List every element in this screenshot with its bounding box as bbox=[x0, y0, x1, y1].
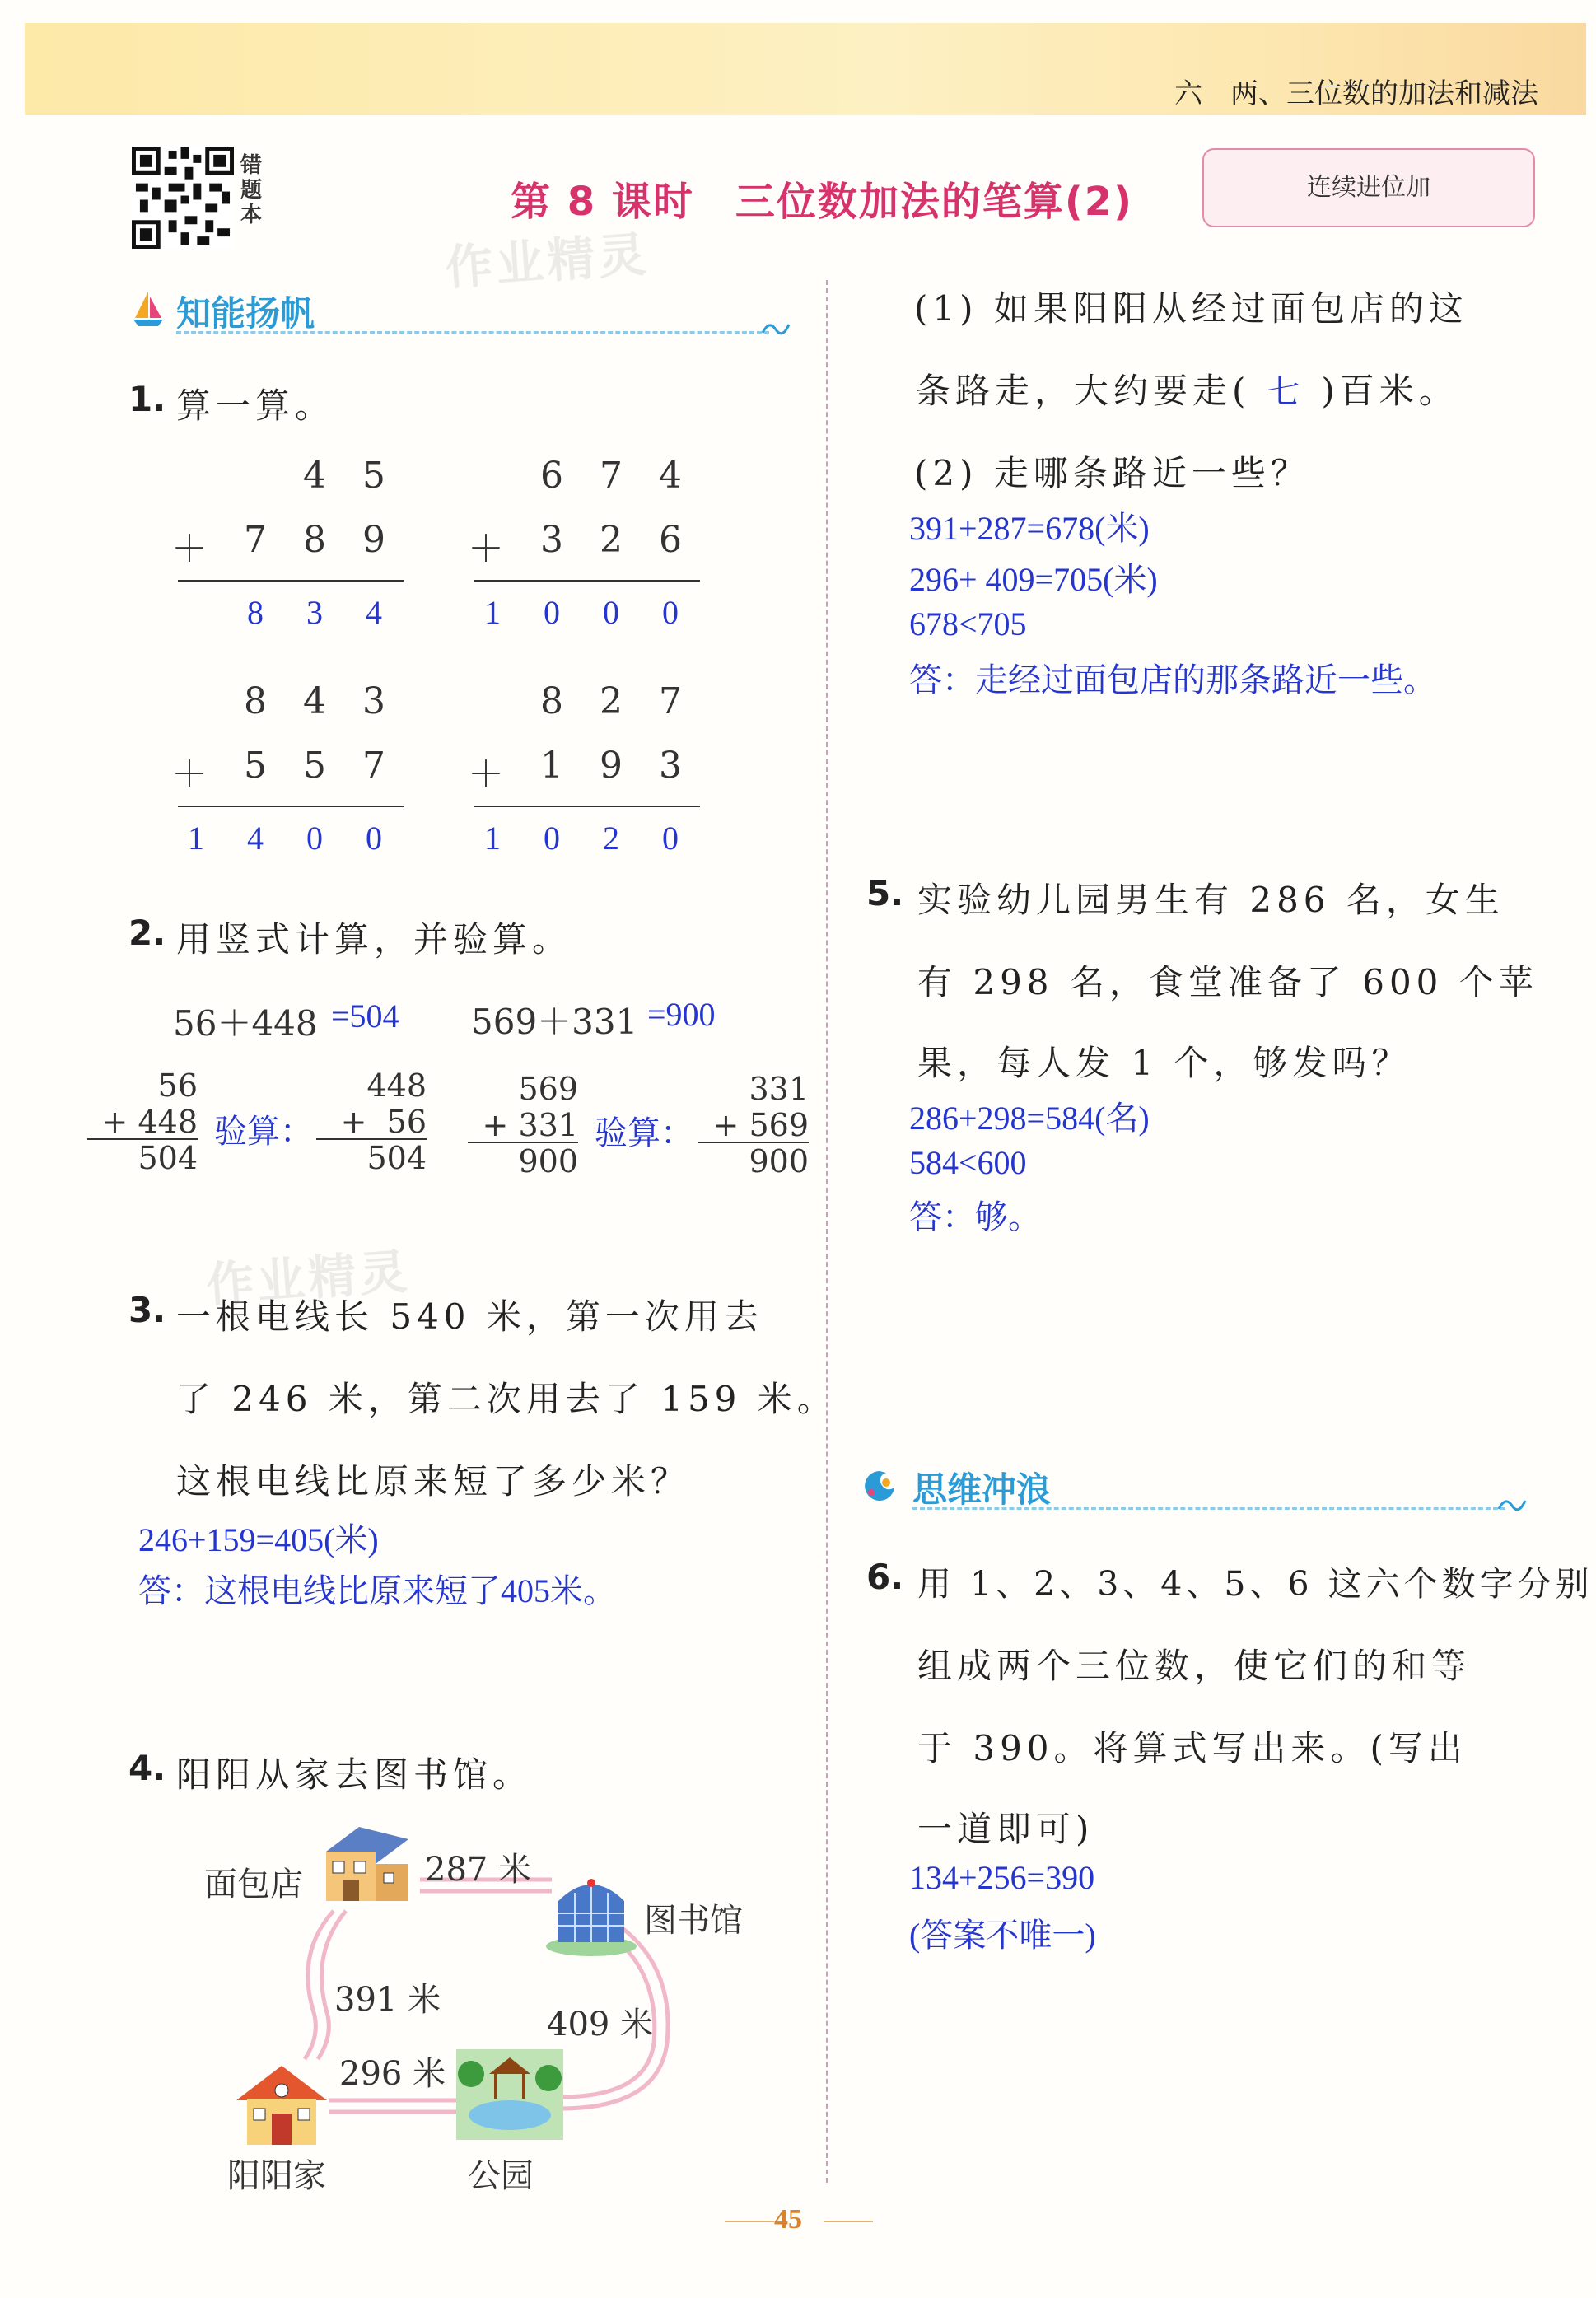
q6-line-1: 用 1、2、3、4、5、6 这六个数字分别 bbox=[917, 1564, 1594, 1604]
calc-addend: 331 bbox=[749, 1071, 809, 1107]
digit: 5 bbox=[244, 745, 267, 787]
column-divider bbox=[826, 280, 828, 2183]
home-building-icon bbox=[232, 2059, 331, 2150]
plus-sign: ＋ bbox=[468, 754, 504, 796]
q4-part1-line2 bbox=[916, 364, 1458, 413]
calc-result: 504 bbox=[138, 1140, 198, 1176]
plus-sign: ＋ bbox=[171, 754, 208, 796]
q5-answer-3: 答：够。 bbox=[909, 1198, 1041, 1235]
qr-code-icon[interactable] bbox=[132, 147, 234, 249]
page-number: 45 bbox=[774, 2204, 802, 2235]
answer-digit: 1 bbox=[188, 820, 204, 857]
digit: 9 bbox=[600, 745, 623, 787]
check-label: 验算： bbox=[595, 1114, 693, 1151]
answer-digit: 0 bbox=[603, 594, 619, 631]
page-rule-right bbox=[824, 2221, 873, 2222]
q4-answer-3: 678<705 bbox=[909, 605, 1027, 642]
answer-digit: 0 bbox=[544, 820, 560, 857]
q3-answer-1: 246+159=405(米) bbox=[138, 1521, 379, 1558]
digit: 3 bbox=[540, 519, 563, 561]
digit: 2 bbox=[600, 680, 623, 722]
home-label: 阳阳家 bbox=[227, 2157, 326, 2195]
distance-label: 391 米 bbox=[334, 1981, 441, 2019]
q2-text: 用竖式计算，并验算。 bbox=[176, 919, 572, 960]
answer-digit: 0 bbox=[544, 594, 560, 631]
wave-surf-icon bbox=[861, 1468, 898, 1506]
q3-line-3: 这根电线比原来短了多少米？ bbox=[176, 1461, 691, 1502]
plus-sign: ＋ bbox=[171, 528, 208, 570]
digit: 6 bbox=[659, 519, 682, 561]
digit: 7 bbox=[362, 745, 385, 787]
calc-addend: + 331 bbox=[482, 1107, 578, 1143]
wave-icon bbox=[1497, 1492, 1527, 1517]
answer-digit: 0 bbox=[662, 820, 679, 857]
digit: 1 bbox=[540, 745, 563, 787]
qr-label: 错题本 bbox=[240, 153, 263, 227]
digit: 7 bbox=[659, 680, 682, 722]
digit: 8 bbox=[303, 519, 326, 561]
calc-addend: 569 bbox=[518, 1071, 578, 1107]
q6-line-4: 一道即可) bbox=[917, 1809, 1094, 1849]
q4-part1-text: 条路走，大约要走( bbox=[916, 371, 1251, 411]
answer-digit: 0 bbox=[366, 820, 382, 857]
digit: 7 bbox=[244, 519, 267, 561]
calc-result: 504 bbox=[366, 1140, 427, 1176]
q2-number: 2. bbox=[128, 913, 166, 953]
q2-answer-1: =504 bbox=[331, 997, 399, 1035]
q3-line-1: 一根电线长 540 米，第一次用去 bbox=[176, 1296, 763, 1337]
digit: 4 bbox=[303, 455, 326, 497]
q3-answer-2: 答：这根电线比原来短了405米。 bbox=[138, 1572, 616, 1609]
digit: 3 bbox=[362, 680, 385, 722]
answer-digit: 4 bbox=[247, 820, 264, 857]
bakery-building-icon bbox=[318, 1819, 417, 1909]
vertical-calc bbox=[87, 1067, 198, 1176]
section-title-1: 知能扬帆 bbox=[176, 293, 315, 334]
calc-addend: 56 bbox=[157, 1067, 198, 1104]
answer-digit: 0 bbox=[662, 594, 679, 631]
wave-icon bbox=[761, 316, 791, 341]
q2-expression-1: 56＋448 bbox=[173, 1003, 318, 1044]
vertical-calc bbox=[698, 1071, 809, 1179]
park-label: 公园 bbox=[468, 2157, 534, 2195]
q5-line-1: 实验幼儿园男生有 286 名，女生 bbox=[917, 880, 1505, 920]
q2-expression-2: 569＋331 bbox=[471, 1002, 638, 1042]
digit: 4 bbox=[303, 680, 326, 722]
park-icon bbox=[456, 2041, 563, 2140]
calc-result: 900 bbox=[749, 1143, 809, 1179]
digit: 8 bbox=[244, 680, 267, 722]
bakery-label: 面包店 bbox=[204, 1866, 303, 1903]
digit: 6 bbox=[540, 455, 563, 497]
digit: 9 bbox=[362, 519, 385, 561]
q4-part2: (2) 走哪条路近一些？ bbox=[914, 453, 1310, 493]
vertical-calc bbox=[316, 1067, 427, 1176]
distance-label: 287 米 bbox=[425, 1851, 532, 1889]
calc-addend: + 569 bbox=[712, 1107, 809, 1143]
q6-answer-1: 134+256=390 bbox=[909, 1859, 1095, 1896]
q4-answer-1: 391+287=678(米) bbox=[909, 510, 1150, 547]
q4-answer-2: 296+ 409=705(米) bbox=[909, 561, 1158, 598]
q4-part1-text: )百米。 bbox=[1321, 371, 1458, 411]
q5-line-2: 有 298 名，食堂准备了 600 个苹 bbox=[917, 962, 1538, 1002]
answer-digit: 1 bbox=[484, 820, 501, 857]
sail-icon bbox=[132, 290, 165, 328]
lesson-title: 第 8 课时 三位数加法的笔算(2) bbox=[511, 179, 1134, 225]
sum-line bbox=[474, 806, 700, 807]
watermark: 作业精灵 bbox=[443, 226, 651, 297]
distance-label: 409 米 bbox=[547, 2006, 654, 2043]
q6-answer-2: (答案不唯一) bbox=[909, 1917, 1096, 1954]
digit: 8 bbox=[540, 680, 563, 722]
q3-line-2: 了 246 米，第二次用去了 159 米。 bbox=[176, 1379, 837, 1419]
sum-line bbox=[178, 806, 404, 807]
q5-line-3: 果，每人发 1 个，够发吗？ bbox=[917, 1043, 1412, 1083]
answer-digit: 3 bbox=[306, 594, 323, 631]
q4-answer-4: 答：走经过面包店的那条路近一些。 bbox=[909, 661, 1436, 698]
q4-text: 阳阳从家去图书馆。 bbox=[176, 1754, 533, 1795]
answer-digit: 0 bbox=[306, 820, 323, 857]
q5-number: 5. bbox=[866, 873, 904, 913]
answer-digit: 4 bbox=[366, 594, 382, 631]
section-underline bbox=[176, 331, 769, 334]
q3-number: 3. bbox=[128, 1290, 166, 1330]
q2-answer-2: =900 bbox=[647, 996, 716, 1033]
watermark: 作业精灵 bbox=[204, 1243, 413, 1314]
plus-sign: ＋ bbox=[468, 528, 504, 570]
vertical-calc bbox=[468, 1071, 578, 1179]
q6-number: 6. bbox=[866, 1557, 904, 1597]
check-label: 验算： bbox=[214, 1113, 313, 1150]
section-title-2: 思维冲浪 bbox=[912, 1469, 1052, 1510]
digit: 2 bbox=[600, 519, 623, 561]
chapter-title: 六 两、三位数的加法和减法 bbox=[1174, 77, 1538, 110]
q4-part1-answer: 七 bbox=[1267, 373, 1305, 411]
library-label: 图书馆 bbox=[644, 1902, 743, 1940]
calc-addend: + 56 bbox=[340, 1104, 427, 1140]
q5-answer-2: 584<600 bbox=[909, 1144, 1027, 1181]
lesson-tag: 连续进位加 bbox=[1202, 148, 1535, 227]
digit: 5 bbox=[303, 745, 326, 787]
answer-digit: 1 bbox=[484, 594, 501, 631]
calc-addend: + 448 bbox=[101, 1104, 198, 1140]
section-underline bbox=[912, 1507, 1505, 1510]
answer-digit: 8 bbox=[247, 594, 264, 631]
q1-number: 1. bbox=[128, 379, 166, 419]
calc-addend: 448 bbox=[366, 1067, 427, 1104]
distance-label: 296 米 bbox=[339, 2055, 446, 2093]
q4-part1-line1: (1) 如果阳阳从经过面包店的这 bbox=[914, 288, 1468, 329]
library-building-icon bbox=[542, 1868, 641, 1959]
answer-digit: 2 bbox=[603, 820, 619, 857]
q6-line-2: 组成两个三位数，使它们的和等 bbox=[917, 1646, 1472, 1686]
sum-line bbox=[178, 580, 404, 582]
page-rule-left bbox=[725, 2221, 774, 2222]
digit: 3 bbox=[659, 745, 682, 787]
q1-text: 算一算。 bbox=[176, 385, 335, 426]
digit: 4 bbox=[659, 455, 682, 497]
q4-number: 4. bbox=[128, 1748, 166, 1788]
digit: 7 bbox=[600, 455, 623, 497]
q5-answer-1: 286+298=584(名) bbox=[909, 1100, 1150, 1137]
calc-result: 900 bbox=[518, 1143, 578, 1179]
digit: 5 bbox=[362, 455, 385, 497]
sum-line bbox=[474, 580, 700, 582]
q6-line-3: 于 390。将算式写出来。(写出 bbox=[917, 1728, 1468, 1768]
